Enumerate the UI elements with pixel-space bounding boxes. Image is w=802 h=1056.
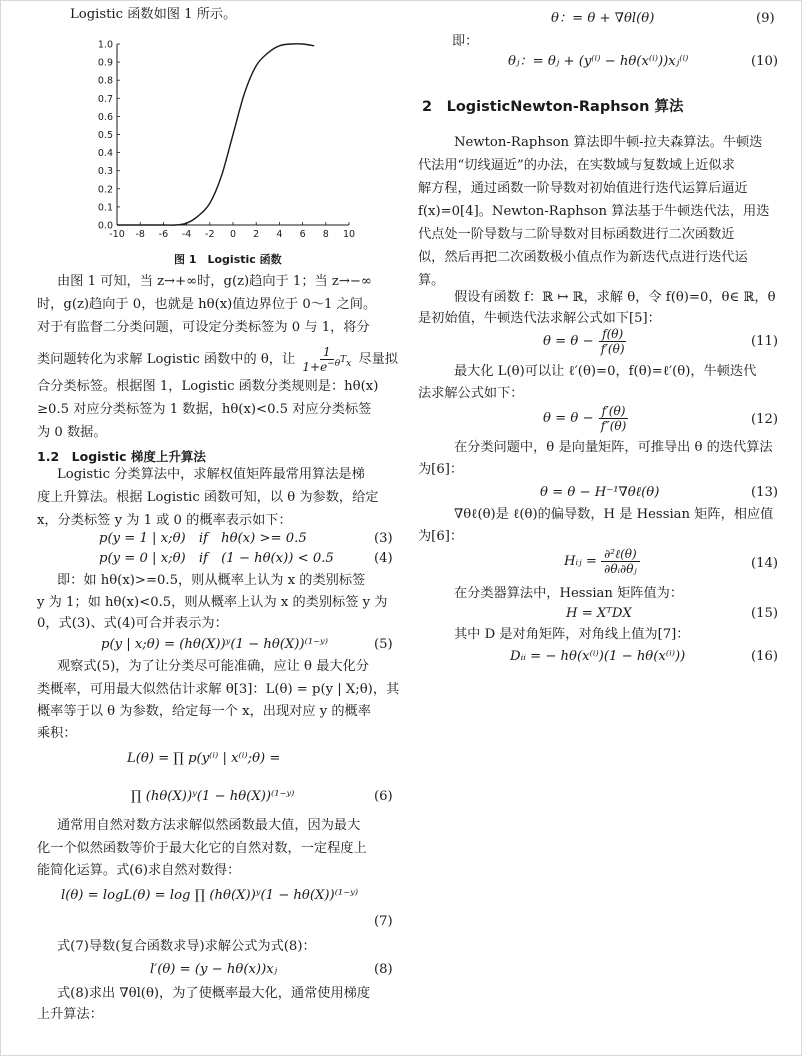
y-tick-label: 0.8: [97, 75, 113, 87]
p5-line: 能简化运算。式(6)求自然对数得：: [37, 863, 241, 878]
y-tick-label: 0.2: [97, 184, 113, 196]
sigmoid-num: 1: [320, 345, 334, 360]
figure-caption: 图 1 Logistic 函数: [174, 253, 282, 266]
ji-label: 即：: [452, 34, 479, 49]
eq14-lhs: Hᵢⱼ =: [564, 554, 597, 569]
eq12-fraction: [598, 404, 630, 433]
logistic-curve: [117, 44, 314, 225]
r-p3-line: 最大化 L(θ)可以让 ℓ′(θ)=0，f(θ)=ℓ′(θ)，牛顿迭代: [454, 364, 757, 379]
eq11-lhs: θ = θ −: [543, 334, 594, 349]
x-tick-label: -10: [109, 229, 125, 240]
eqno-3: (3): [374, 531, 393, 546]
r-p1-line: f(x)=0[4]。Newton-Raphson 算法基于牛顿迭代法，用迭: [418, 204, 770, 219]
y-tick-label: 0.4: [97, 148, 113, 160]
r-p1-line: 代点处一阶导数与二阶导数对目标函数进行二次函数近: [418, 227, 735, 242]
r-p1-line: 似，然后再把二次函数极小值点作为新迭代点进行迭代运: [418, 250, 748, 265]
eq11-fraction: [598, 327, 628, 356]
r-p3-line: 法求解公式如下：: [418, 386, 524, 401]
equation-12: [543, 404, 629, 433]
x-tick-label: -4: [181, 229, 192, 240]
p5-line: 通常用自然对数方法求解似然函数最大值，因为最大: [57, 818, 361, 833]
x-tick-label: -6: [158, 229, 169, 240]
section-1-2-heading: 1.2 Logistic 梯度上升算法: [37, 449, 206, 464]
equation-16: Dᵢᵢ = − hθ(x⁽ⁱ⁾)(1 − hθ(x⁽ⁱ⁾)): [510, 649, 686, 664]
p1-line-text: 类问题转化为求解 Logistic 函数中的 θ，让: [37, 352, 296, 367]
r-p1-line: 解方程，通过函数一阶导数对初始值进行迭代运算后逼近: [418, 181, 748, 196]
r-p6-line: 在分类器算法中，Hessian 矩阵值为：: [454, 586, 684, 601]
p1-line: ≥0.5 对应分类标签为 1 数据，hθ(x)<0.5 对应分类标签: [37, 402, 372, 417]
equation-6a: L(θ) = ∏ p(y⁽ⁱ⁾ | x⁽ⁱ⁾;θ) =: [127, 751, 281, 766]
p1-line: 对于有监督二分类问题，可设定分类标签为 0 与 1，将分: [37, 320, 370, 335]
p2-line: Logistic 分类算法中，求解权值矩阵最常用算法是梯: [57, 467, 365, 482]
sigmoid-fraction: [299, 345, 354, 374]
p1-line: 时，g(z)趋向于 0，也就是 hθ(x)值边界位于 0～1 之间。: [37, 297, 377, 312]
p6-line: 式(7)导数(复合函数求导)求解公式为式(8)：: [57, 939, 316, 954]
eqno-6: (6): [374, 789, 393, 804]
y-tick-label: 0.1: [97, 202, 113, 214]
r-p2-line: 假设有函数 f：ℝ ↦ ℝ，求解 θ，令 f(θ)=0，θ∈ ℝ，θ: [454, 290, 776, 305]
p3-line: y 为 1；如 hθ(x)<0.5，则从概率上认为 x 的类别标签 y 为: [37, 595, 388, 610]
p4-line: 观察式(5)，为了让分类尽可能准确，应让 θ 最大化分: [57, 659, 369, 674]
eq12-num: f′(θ): [599, 404, 629, 419]
logistic-figure: [61, 30, 361, 248]
equation-11: [543, 327, 628, 356]
eq11-num: f(θ): [599, 327, 626, 342]
r-p1-line: Newton-Raphson 算法即牛顿-拉夫森算法。牛顿迭: [454, 135, 763, 150]
p4-line: 乘积：: [37, 726, 77, 741]
r-p2-line: 是初始值，牛顿迭代法求解公式如下[5]：: [418, 311, 661, 326]
x-tick-label: 8: [322, 229, 329, 240]
y-tick-label: 0.5: [97, 130, 113, 141]
equation-6b: ∏ (hθ(X))ʸ(1 − hθ(X))⁽¹⁻ʸ⁾: [131, 789, 295, 804]
x-tick-label: 0: [229, 229, 237, 240]
eq12-lhs: θ = θ −: [543, 411, 594, 426]
eqno-4: (4): [374, 551, 393, 566]
x-tick-label: -2: [205, 229, 215, 240]
equation-9: θ：= θ + ∇θl(θ): [551, 11, 655, 26]
p1-line: 为 0 数据。: [37, 425, 107, 440]
equation-3: p(y = 1 | x;θ) if hθ(x) >= 0.5: [99, 531, 307, 546]
eq14-num: ∂²ℓ(θ): [601, 547, 640, 562]
y-tick-label: 0.7: [97, 93, 113, 105]
p3-line: 即：如 hθ(x)>=0.5，则从概率上认为 x 的类别标签: [57, 573, 366, 588]
p1-line: [37, 345, 398, 374]
r-p7-line: 其中 D 是对角矩阵，对角线上值为[7]：: [454, 627, 690, 642]
equation-7: l(θ) = logL(θ) = log ∏ (hθ(X))ʸ(1 − hθ(X))⁽¹⁻ʸ⁾: [61, 888, 359, 903]
equation-4: p(y = 0 | x;θ) if (1 − hθ(x)) < 0.5: [99, 551, 334, 566]
r-p5-line: ∇θℓ(θ)是 ℓ(θ)的偏导数，H 是 Hessian 矩阵，相应值: [454, 507, 774, 522]
eq14-den: ∂θᵢ∂θⱼ: [604, 562, 637, 576]
eqno-14: (14): [751, 556, 779, 571]
x-tick-label: 6: [299, 229, 306, 240]
p2-line: 度上升算法。根据 Logistic 函数可知，以 θ 为参数，给定: [37, 490, 379, 505]
eqno-8: (8): [374, 962, 393, 977]
left-column: [37, 0, 400, 1056]
r-p4-line: 在分类问题中，θ 是向量矩阵，可推导出 θ 的迭代算法: [454, 440, 773, 455]
eqno-11: (11): [751, 334, 779, 349]
eq12-den: f″(θ): [600, 419, 627, 433]
eqno-9: (9): [756, 11, 775, 26]
equation-5: p(y | x;θ) = (hθ(X))ʸ(1 − hθ(X))⁽¹⁻ʸ⁾: [101, 637, 328, 652]
y-tick-label: 0.0: [97, 220, 113, 232]
intro-line: Logistic 函数如图 1 所示。: [70, 7, 237, 22]
x-tick-label: -8: [135, 229, 145, 240]
eqno-10: (10): [751, 54, 779, 69]
p4-line: 概率等于以 θ 为参数，给定每一个 x，出现对应 y 的概率: [37, 704, 371, 719]
eqno-15: (15): [751, 606, 779, 621]
eqno-5: (5): [374, 637, 393, 652]
x-tick-label: 4: [276, 229, 283, 240]
y-tick-label: 1.0: [97, 39, 113, 51]
eq11-den: f′(θ): [600, 342, 625, 356]
eqno-7: (7): [374, 914, 393, 929]
p7-line: 上升算法：: [37, 1007, 103, 1022]
right-column: [418, 0, 781, 1056]
section-2-heading: 2 LogisticNewton-Raphson 算法: [422, 99, 684, 115]
sigmoid-den-text: 1+e: [302, 360, 328, 374]
eq14-fraction: [601, 547, 640, 576]
x-tick-label: 10: [342, 229, 356, 240]
p1-line: 合分类标签。根据图 1，Logistic 函数分类规则是：hθ(x): [37, 379, 379, 394]
p5-line: 化一个似然函数等价于最大化它的自然对数，一定程度上: [37, 841, 367, 856]
p3-line: 0，式(3)、式(4)可合并表示为：: [37, 616, 228, 631]
equation-15: H = XᵀDX: [566, 606, 632, 621]
x-tick-label: 2: [253, 229, 260, 240]
eqno-13: (13): [751, 485, 779, 500]
y-tick-label: 0.3: [97, 166, 113, 178]
r-p5-line: 为[6]：: [418, 529, 464, 544]
y-tick-label: 0.9: [97, 57, 113, 69]
equation-8: l′(θ) = (y − hθ(x))xⱼ: [150, 962, 278, 977]
y-tick-label: 0.6: [97, 111, 113, 123]
eqno-16: (16): [751, 649, 779, 664]
sigmoid-den: $1+e^{-\theta^Tx}$: [302, 355, 352, 374]
p2-line: x，分类标签 y 为 1 或 0 的概率表示如下：: [37, 513, 292, 528]
equation-13: θ = θ − H⁻¹∇θℓ(θ): [540, 485, 660, 500]
p1-line: 由图 1 可知，当 z→+∞时，g(z)趋向于 1；当 z→−∞: [57, 274, 372, 289]
p1-line-tail: 尽量拟: [358, 352, 398, 367]
r-p1-line: 代法用“切线逼近”的办法，在实数域与复数域上近似求: [418, 158, 735, 173]
equation-14: [564, 547, 640, 576]
p7-line: 式(8)求出 ∇θl(θ)，为了使概率最大化，通常使用梯度: [57, 986, 371, 1001]
r-p4-line: 为[6]：: [418, 462, 464, 477]
p4-line: 类概率，可用最大似然估计求解 θ[3]：L(θ) = p(y | X;θ)，其: [37, 682, 400, 697]
r-p1-line: 算。: [418, 273, 445, 288]
eqno-12: (12): [751, 412, 779, 427]
equation-10: θⱼ：= θⱼ + (y⁽ⁱ⁾ − hθ(x⁽ⁱ⁾))xⱼ⁽ⁱ⁾: [508, 54, 689, 69]
